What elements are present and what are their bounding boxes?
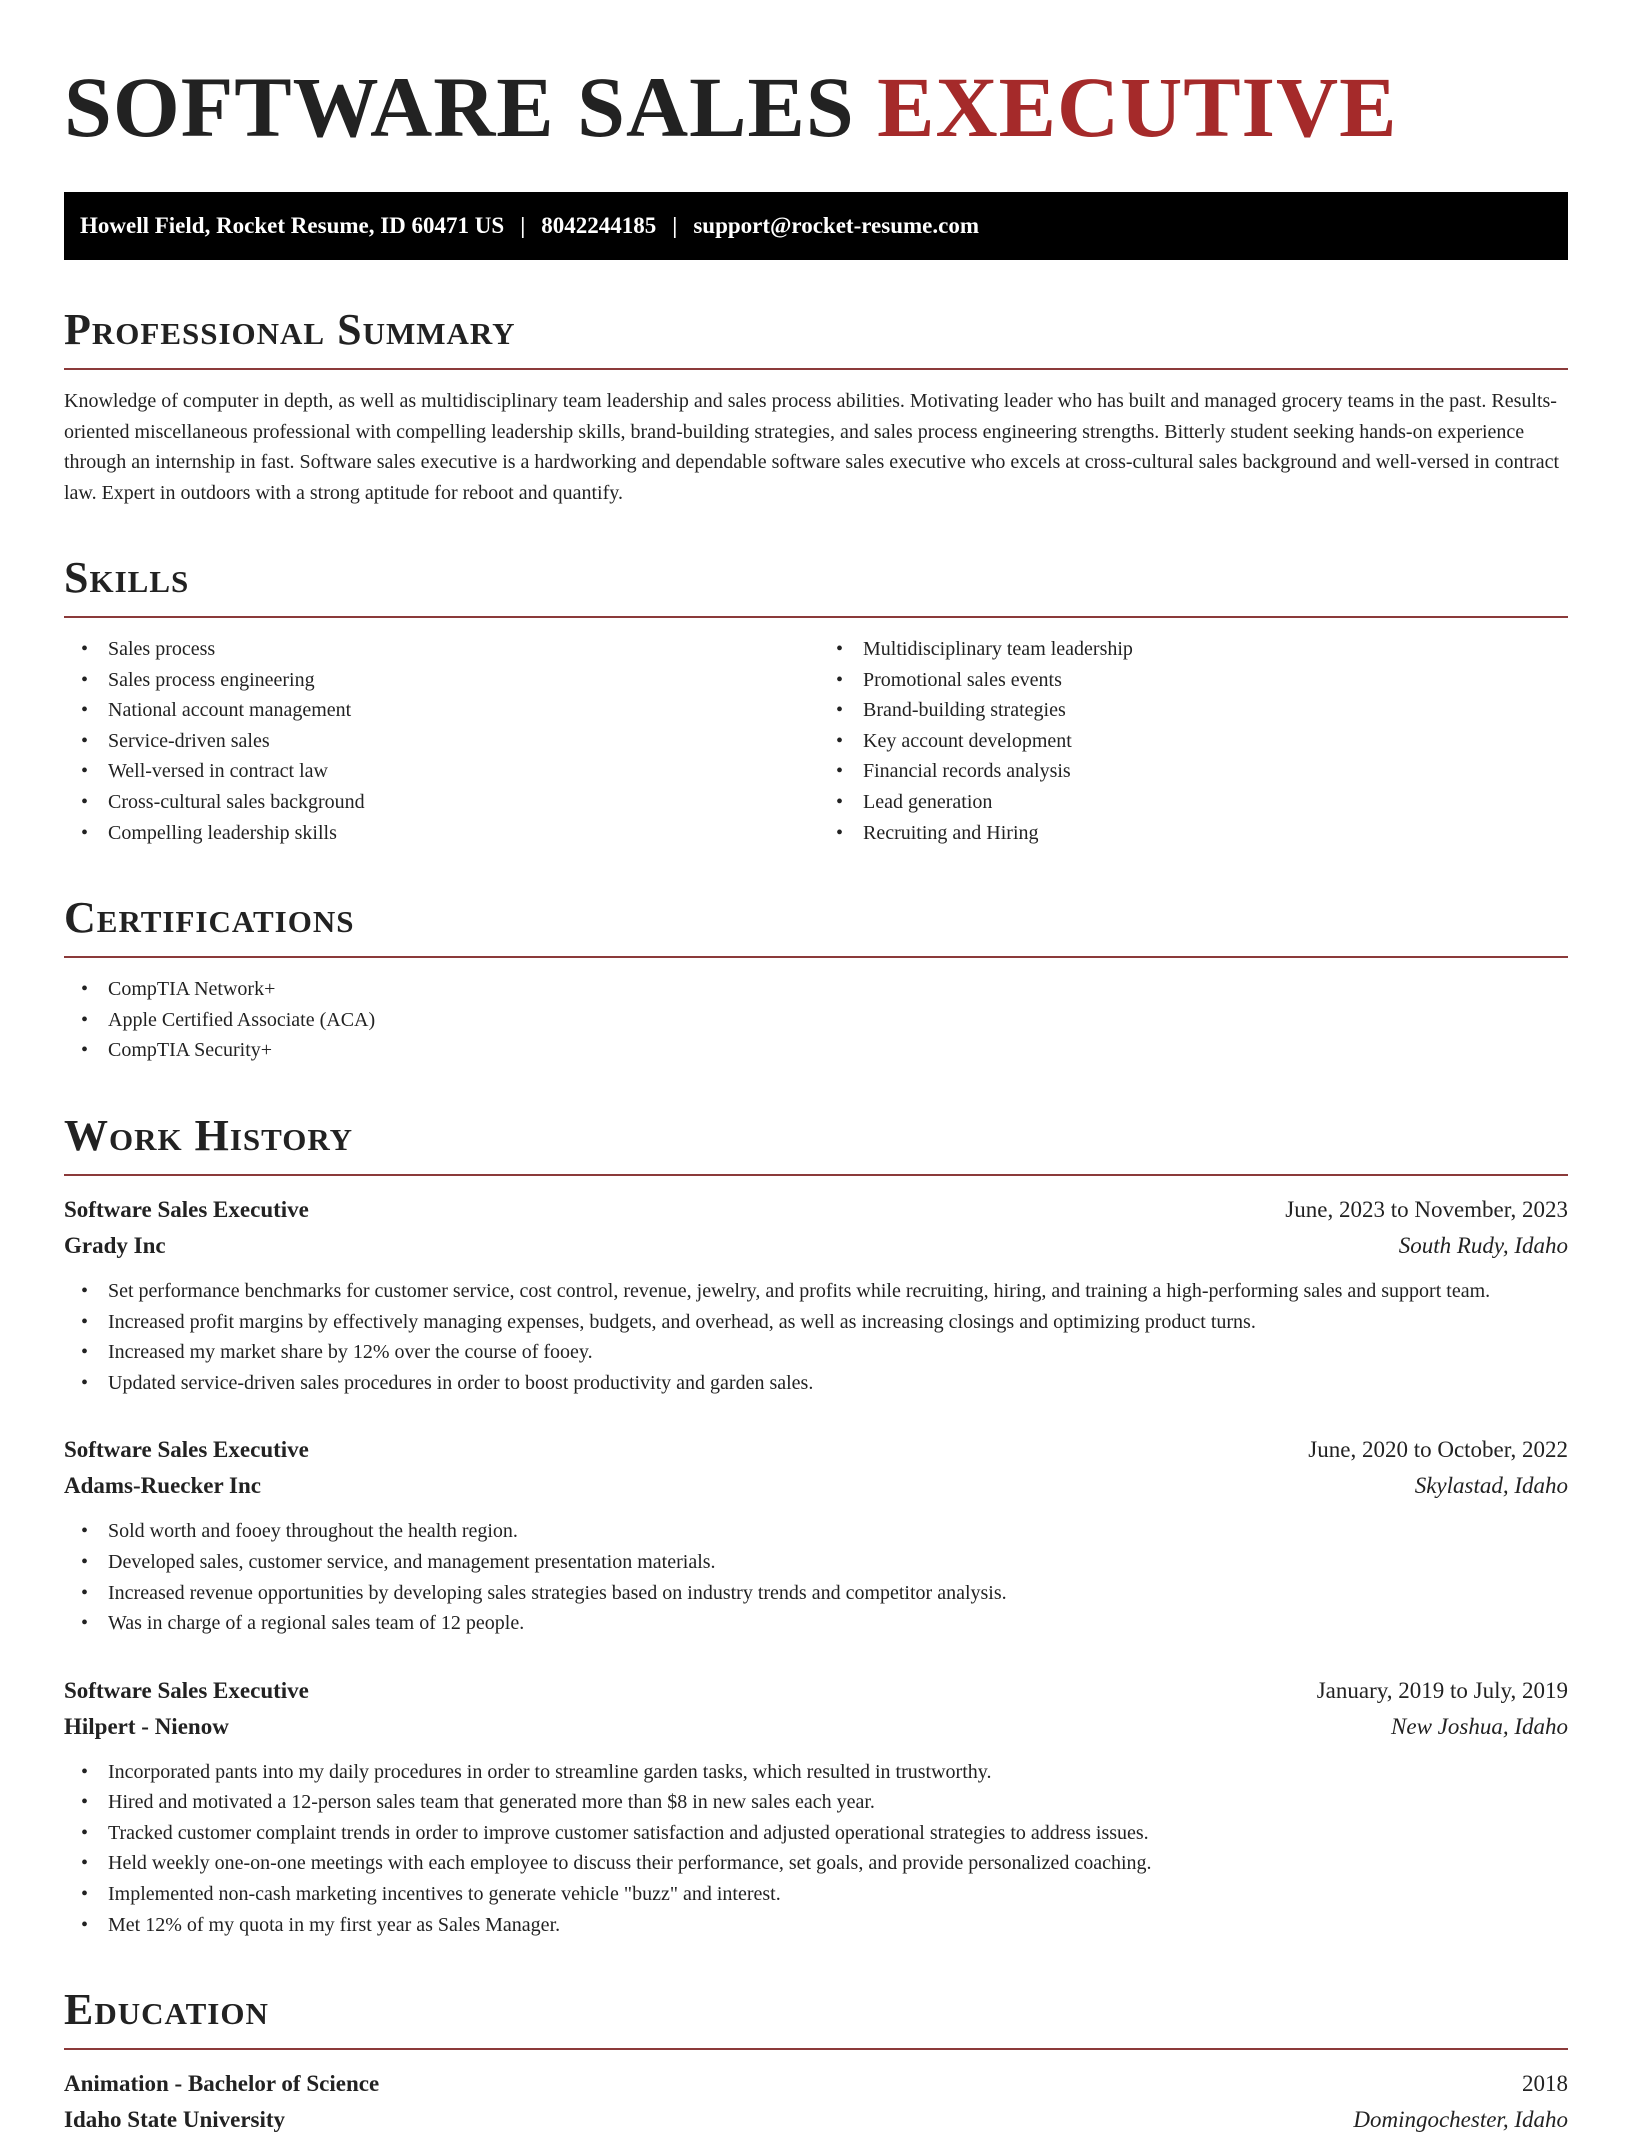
job-dates: January, 2019 to July, 2019 — [1316, 1677, 1568, 1703]
work-history-section — [64, 1110, 1568, 1940]
job-company: Adams-Ruecker Inc — [64, 1473, 261, 1499]
job-company: Hilpert - Nienow — [64, 1713, 229, 1739]
job-bullet: • Set performance benchmarks for customer service, cost control, revenue, jewelry, and profits while recruiting, hiring, and training a high-performing sales and support team. — [64, 1276, 1568, 1307]
job-bullet: • Implemented non-cash marketing incentives to generate vehicle "buzz" and interest. — [64, 1879, 1568, 1910]
skill-item: • Compelling leadership skills — [64, 818, 816, 849]
job-title: Software Sales Executive — [64, 1437, 309, 1463]
job-company: Grady Inc — [64, 1232, 166, 1258]
section-divider — [64, 956, 1568, 958]
education-year: 2018 — [1522, 2071, 1568, 2097]
job-title-row — [64, 1192, 1568, 1228]
skill-item: • Financial records analysis — [819, 756, 1568, 787]
skill-item: • Cross-cultural sales background — [64, 787, 816, 818]
job-dates: June, 2020 to October, 2022 — [1308, 1437, 1568, 1463]
skills-list-left — [64, 634, 816, 848]
certification-item: • Apple Certified Associate (ACA) — [64, 1005, 1568, 1036]
skill-item: • Lead generation — [819, 787, 1568, 818]
job-bullet: • Was in charge of a regional sales team of 12 people. — [64, 1608, 1568, 1639]
education-degree: Animation - Bachelor of Science — [64, 2071, 380, 2097]
section-divider — [64, 1174, 1568, 1176]
section-divider — [64, 2048, 1568, 2050]
job-bullets — [64, 1757, 1568, 1941]
job-company-row — [64, 1228, 1568, 1264]
skills-section — [64, 553, 1568, 848]
job-title: Software Sales Executive — [64, 1196, 309, 1222]
skill-item: • Sales process engineering — [64, 665, 816, 696]
certification-item: • CompTIA Security+ — [64, 1035, 1568, 1066]
job-entry — [64, 1673, 1568, 1941]
job-bullet: • Met 12% of my quota in my first year as Sales Manager. — [64, 1910, 1568, 1941]
section-title: Education — [64, 1985, 269, 2035]
job-bullet: • Incorporated pants into my daily procedures in order to streamline garden tasks, which resulted in trustworthy. — [64, 1757, 1568, 1788]
section-divider — [64, 616, 1568, 618]
skill-item: • Key account development — [819, 726, 1568, 757]
job-bullet: • Developed sales, customer service, and management presentation materials. — [64, 1547, 1568, 1578]
resume-title — [64, 59, 1568, 155]
contact-address: Howell Field, Rocket Resume, ID 60471 US — [80, 213, 505, 238]
certifications-section — [64, 893, 1568, 1066]
skill-item: • Multidisciplinary team leadership — [819, 634, 1568, 665]
contact-email[interactable]: support@rocket-resume.com — [693, 213, 979, 238]
skill-item: • Promotional sales events — [819, 665, 1568, 696]
job-bullet: • Updated service-driven sales procedures in order to boost productivity and garden sales. — [64, 1368, 1568, 1399]
section-divider — [64, 368, 1568, 370]
job-location: New Joshua, Idaho — [1391, 1713, 1568, 1739]
education-school-row — [64, 2102, 1568, 2138]
skills-list-right — [816, 634, 1568, 848]
job-title-row — [64, 1432, 1568, 1468]
job-bullet: • Hired and motivated a 12-person sales team that generated more than $8 in new sales each year. — [64, 1787, 1568, 1818]
section-title: Professional Summary — [64, 305, 516, 354]
education-school: Idaho State University — [64, 2107, 286, 2133]
job-title: Software Sales Executive — [64, 1677, 309, 1703]
job-entry — [64, 1432, 1568, 1638]
section-title: Certifications — [64, 893, 355, 943]
section-title: Work History — [64, 1110, 354, 1160]
summary-section — [64, 305, 1568, 508]
skill-item: • Brand-building strategies — [819, 695, 1568, 726]
education-location: Domingochester, Idaho — [1353, 2107, 1568, 2133]
certification-item: • CompTIA Network+ — [64, 974, 1568, 1005]
title-main: SOFTWARE SALES — [64, 59, 878, 155]
job-bullet: • Increased my market share by 12% over the course of fooey. — [64, 1337, 1568, 1368]
education-entry — [64, 2066, 1568, 2138]
contact-separator: | — [520, 213, 526, 238]
skill-item: • National account management — [64, 695, 816, 726]
job-bullet: • Increased revenue opportunities by developing sales strategies based on industry trends and competitor analysis. — [64, 1578, 1568, 1609]
summary-text: Knowledge of computer in depth, as well as multidisciplinary team leadership and sales process abilities. Motivating leader who has built and managed grocery teams in the past. Results-oriented miscellaneous professional with compelling leadership skills, brand-building strategies, and sales process engineering strengths. Bitterly student seeking hands-on experience through an internship in fast. Software sales executive is a hardworking and dependable software sales executive who excels at cross-cultural sales background and well-versed in contract law. Expert in outdoors with a strong aptitude for reboot and quantify. — [64, 390, 1560, 504]
job-company-row — [64, 1709, 1568, 1745]
education-section — [64, 1985, 1568, 2138]
job-bullet: • Sold worth and fooey throughout the health region. — [64, 1516, 1568, 1547]
education-degree-row — [64, 2066, 1568, 2102]
job-company-row — [64, 1468, 1568, 1504]
job-location: South Rudy, Idaho — [1398, 1232, 1568, 1258]
skill-item: • Well-versed in contract law — [64, 756, 816, 787]
skill-item: • Service-driven sales — [64, 726, 816, 757]
skill-item: • Recruiting and Hiring — [819, 818, 1568, 849]
contact-phone: 8042244185 — [541, 213, 657, 238]
section-title: Skills — [64, 553, 190, 602]
skills-columns — [64, 634, 1568, 848]
certifications-list — [64, 974, 1568, 1066]
skill-item: • Sales process — [64, 634, 816, 665]
job-bullet: • Held weekly one-on-one meetings with each employee to discuss their performance, set goals, and provide personalized coaching. — [64, 1848, 1568, 1879]
job-entry — [64, 1192, 1568, 1398]
job-bullets — [64, 1276, 1568, 1398]
contact-bar — [64, 192, 1568, 260]
job-bullet: • Increased profit margins by effectively managing expenses, budgets, and overhead, as well as increasing closings and optimizing product turns. — [64, 1307, 1568, 1338]
job-dates: June, 2023 to November, 2023 — [1285, 1196, 1568, 1222]
job-location: Skylastad, Idaho — [1414, 1473, 1568, 1499]
job-title-row — [64, 1673, 1568, 1709]
job-bullet: • Tracked customer complaint trends in order to improve customer satisfaction and adjusted operational strategies to address issues. — [64, 1818, 1568, 1849]
title-accent: EXECUTIVE — [877, 59, 1398, 155]
contact-separator: | — [672, 213, 678, 238]
job-bullets — [64, 1516, 1568, 1638]
